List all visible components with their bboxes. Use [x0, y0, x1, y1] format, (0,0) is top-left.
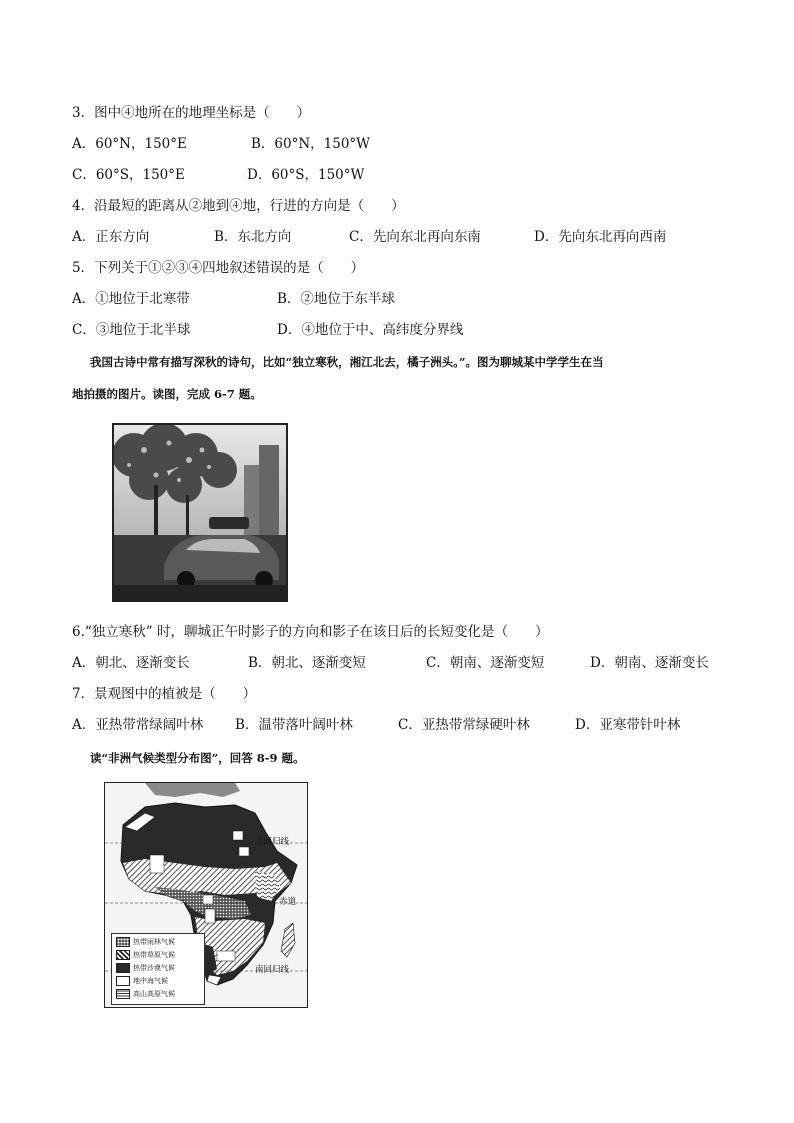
q3-option-a: A．60°N，150°E	[72, 136, 187, 152]
legend-row-desert	[116, 963, 175, 973]
q7-option-c: C．亚热带常绿硬叶林	[398, 717, 530, 733]
legend-swatch-highland	[116, 989, 130, 999]
q6-option-c: C．朝南、逐渐变短	[426, 655, 545, 671]
tropic-south-label: 南回归线	[255, 965, 290, 975]
equator-label: 赤道	[279, 897, 297, 907]
q4-option-b: B．东北方向	[214, 229, 292, 245]
q5-stem: 5．下列关于①②③④四地叙述错误的是（ ）	[72, 260, 365, 276]
intro-6-7-line1: 我国古诗中常有描写深秋的诗句，比如“独立寒秋，湘江北去，橘子洲头。”。图为聊城某中学学生在当	[90, 355, 604, 369]
q6-option-d: D．朝南、逐渐变长	[590, 655, 709, 671]
legend-row-mediterranean	[116, 976, 168, 986]
q4-option-d: D．先向东北再向西南	[534, 229, 667, 245]
q5-option-b: B．②地位于东半球	[277, 291, 395, 307]
legend-row-rainforest	[116, 937, 175, 947]
legend-swatch-rainforest	[116, 937, 130, 947]
q7-option-a: A．亚热带常绿阔叶林	[72, 717, 204, 733]
tropic-north-label: 北回归线	[255, 837, 290, 847]
q4-stem: 4．沿最短的距离从②地到④地，行进的方向是（ ）	[72, 198, 405, 214]
legend-swatch-savanna	[116, 950, 130, 960]
legend-label-desert: 热带沙漠气候	[133, 964, 175, 972]
intro-6-7-line2: 地拍摄的图片。读图，完成 6-7 题。	[72, 387, 262, 401]
q6-option-b: B．朝北、逐渐变短	[248, 655, 366, 671]
intro-8-9: 读“非洲气候类型分布图”，回答 8-9 题。	[90, 751, 305, 765]
q3-option-b: B．60°N，150°W	[251, 136, 371, 152]
q5-option-d: D．④地位于中、高纬度分界线	[277, 322, 464, 338]
street-photo	[112, 423, 288, 602]
africa-climate-map	[104, 782, 308, 1008]
q4-option-a: A．正东方向	[72, 229, 150, 245]
q5-option-a: A．①地位于北寒带	[72, 291, 190, 307]
q3-option-c: C．60°S，150°E	[72, 167, 185, 183]
q6-stem: 6.“独立寒秋” 时，聊城正午时影子的方向和影子在该日后的长短变化是（ ）	[72, 624, 549, 640]
legend-row-highland	[116, 989, 175, 999]
map-legend	[111, 933, 205, 1005]
legend-label-rainforest: 热带雨林气候	[133, 938, 175, 946]
legend-swatch-mediterranean	[116, 976, 130, 986]
q4-option-c: C．先向东北再向东南	[349, 229, 481, 245]
q7-option-b: B．温带落叶阔叶林	[235, 717, 353, 733]
q7-option-d: D．亚寒带针叶林	[575, 717, 681, 733]
q5-option-c: C．③地位于北半球	[72, 322, 191, 338]
legend-row-savanna	[116, 950, 175, 960]
q3-option-d: D．60°S，150°W	[247, 167, 365, 183]
legend-label-savanna: 热带草原气候	[133, 951, 175, 959]
q6-option-a: A．朝北、逐渐变长	[72, 655, 190, 671]
q7-stem: 7．景观图中的植被是（ ）	[72, 686, 257, 702]
legend-label-highland: 高山高原气候	[133, 990, 175, 998]
legend-swatch-desert	[116, 963, 130, 973]
legend-label-mediterranean: 地中海气候	[133, 977, 168, 985]
street-photo-drawing	[114, 425, 286, 600]
q3-stem: 3．图中④地所在的地理坐标是（ ）	[72, 105, 311, 121]
